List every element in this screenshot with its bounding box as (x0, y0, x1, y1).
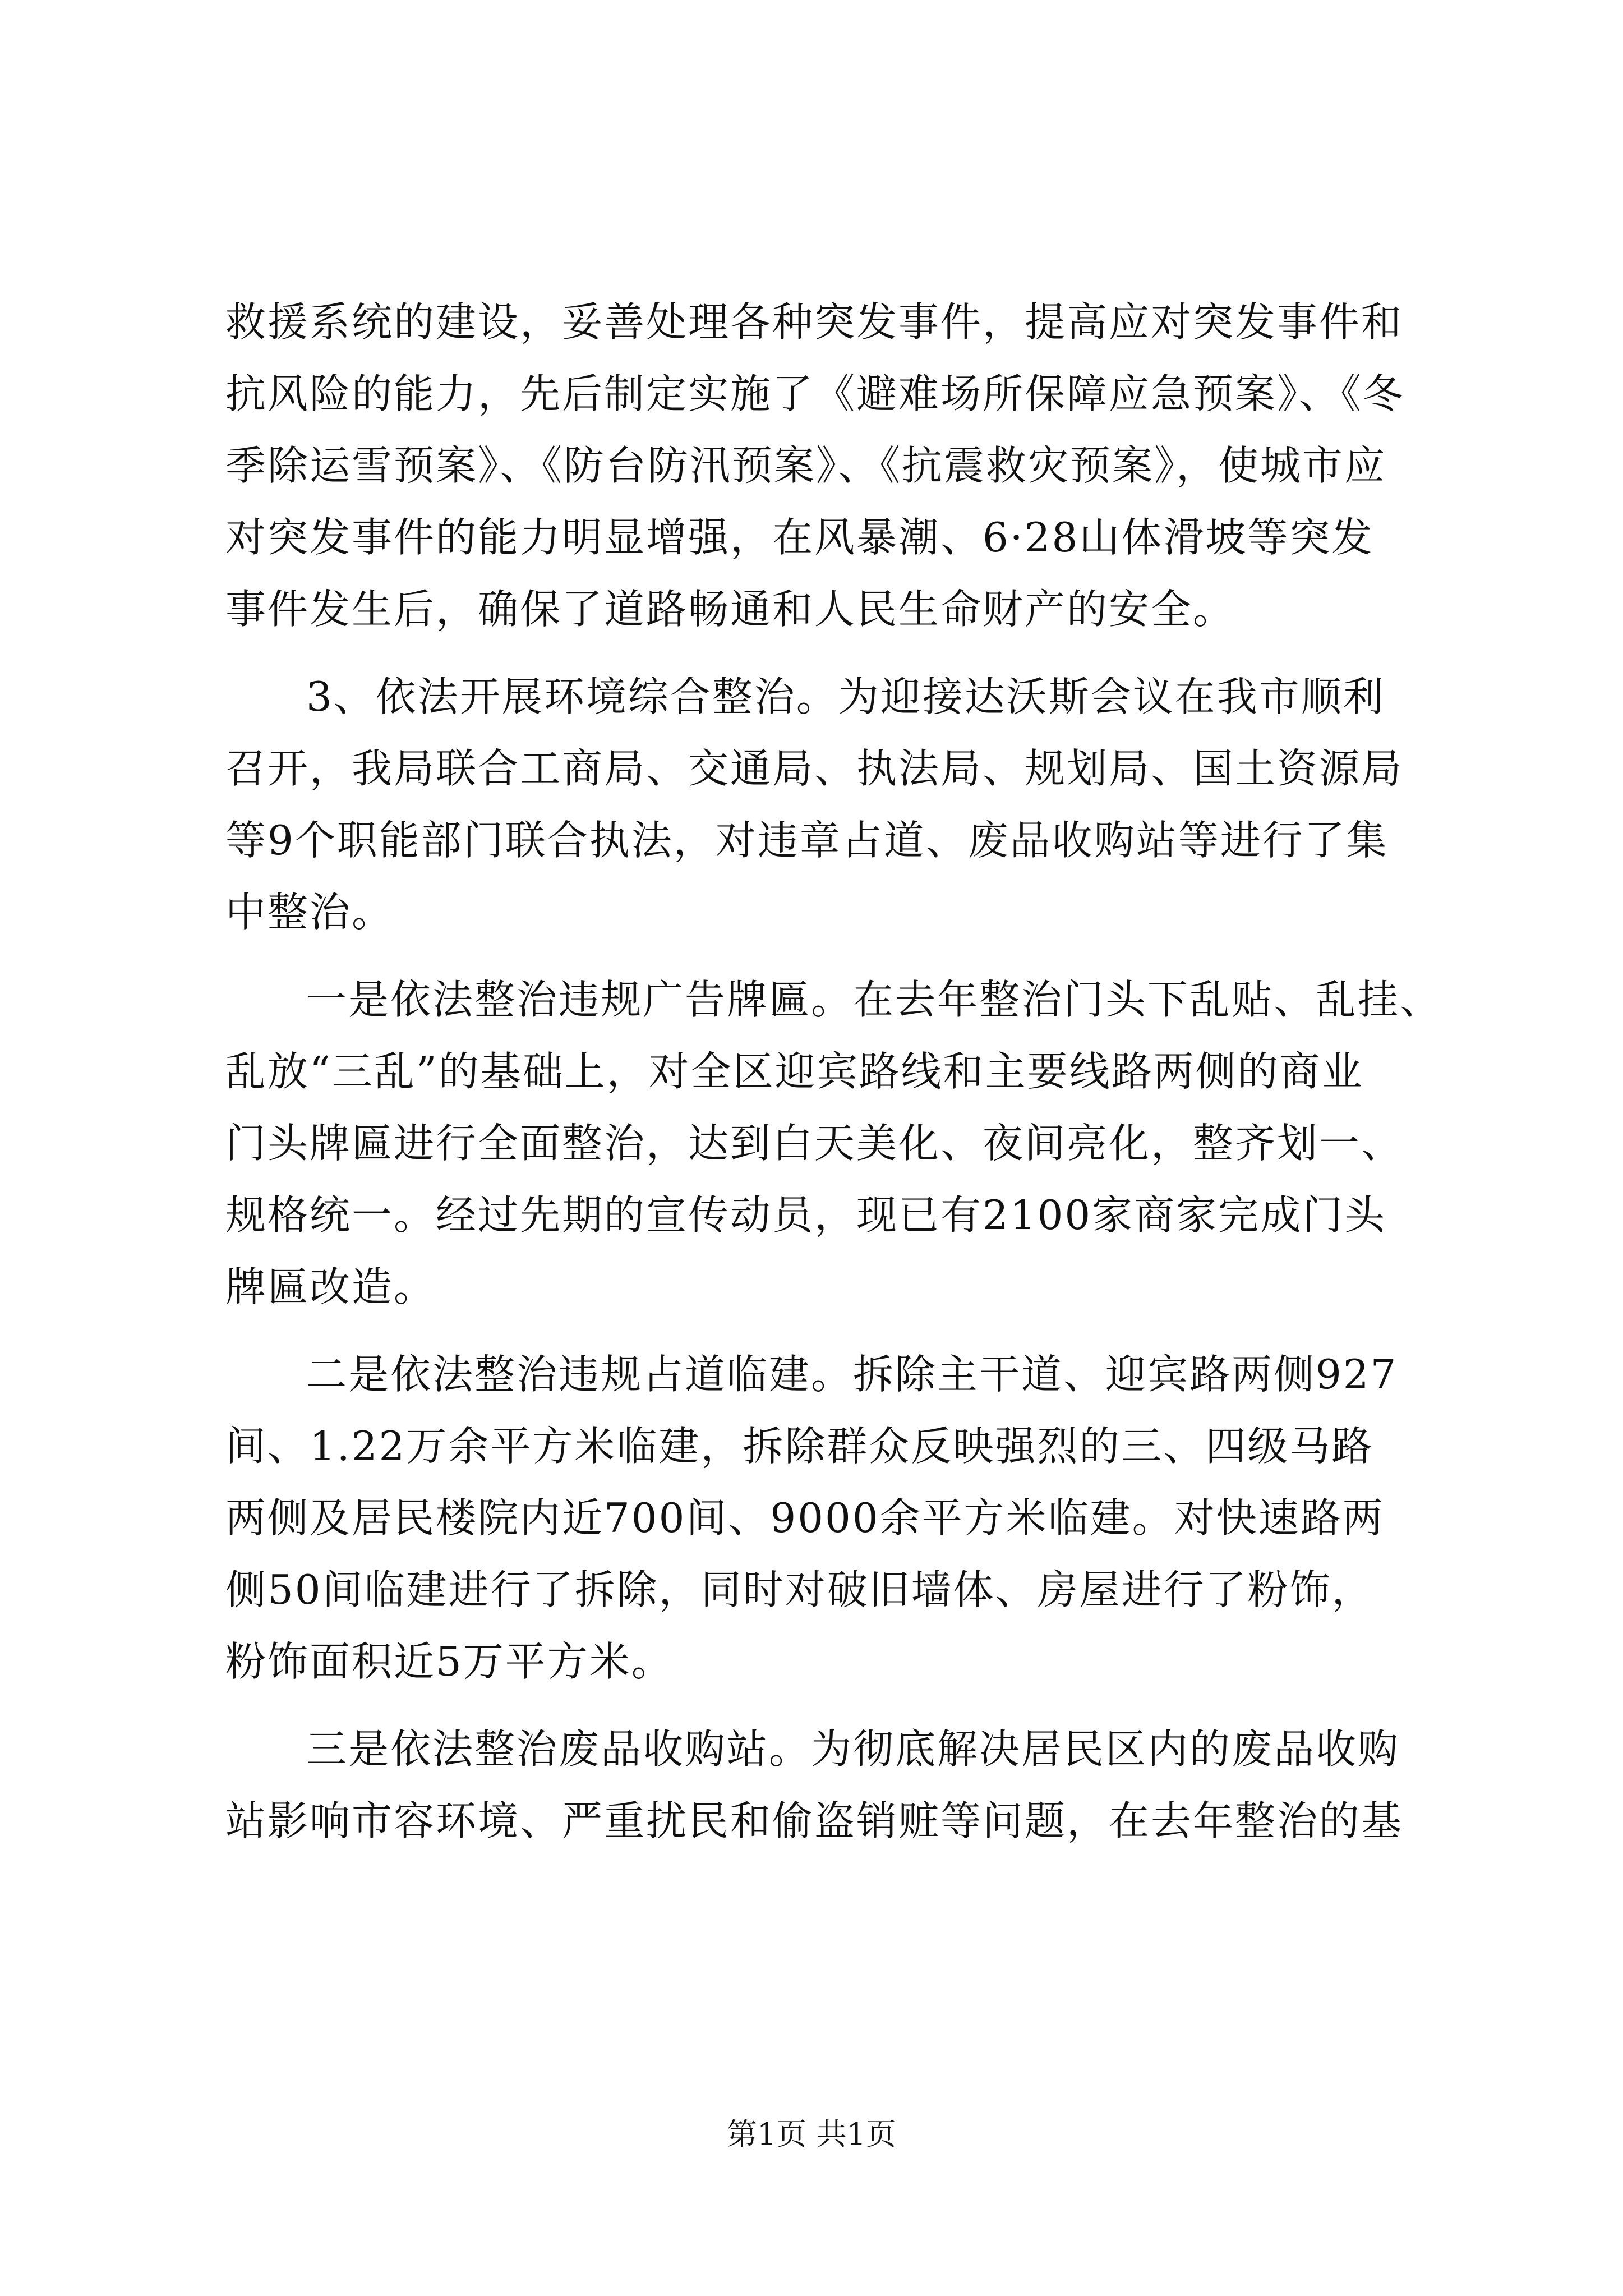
text-line: 侧50间临建进行了拆除，同时对破旧墙体、房屋进行了粉饰， (225, 1566, 1374, 1613)
page-footer: 第1页 共1页 (727, 2116, 896, 2152)
text-line: 对突发事件的能力明显增强，在风暴潮、6·28山体滑坡等突发 (225, 514, 1374, 561)
text-line: 三是依法整治废品收购站。为彻底解决居民区内的废品收购 (306, 1726, 1400, 1773)
text-line: 乱放“三乱”的基础上，对全区迎宾路线和主要线路两侧的商业 (225, 1048, 1364, 1095)
paragraph-5 (225, 1713, 1448, 1857)
text-line: 事件发生后，确保了道路畅通和人民生命财产的安全。 (225, 586, 1235, 633)
text-line: 门头牌匾进行全面整治，达到白天美化、夜间亮化，整齐划一、 (225, 1120, 1404, 1167)
document-body (225, 286, 1448, 1857)
paragraph-2 (225, 661, 1448, 948)
text-line: 3、依法开展环境综合整治。为迎接达沃斯会议在我市顺利 (306, 673, 1385, 720)
text-line: 规格统一。经过先期的宣传动员，现已有2100家商家完成门头 (225, 1191, 1387, 1239)
paragraph-1 (225, 286, 1448, 645)
text-line: 抗风险的能力，先后制定实施了《避难场所保障应急预案》、《冬 (225, 370, 1405, 417)
text-line: 间、1.22万余平方米临建，拆除群众反映强烈的三、四级马路 (225, 1423, 1374, 1470)
text-line: 等9个职能部门联合执法，对违章占道、废品收购站等进行了集 (225, 817, 1389, 864)
text-line: 两侧及居民楼院内近700间、9000余平方米临建。对快速路两 (225, 1494, 1385, 1542)
text-line: 季除运雪预案》、《防台防汛预案》、《抗震救灾预案》，使城市应 (225, 442, 1387, 489)
paragraph-3 (225, 964, 1448, 1323)
text-line: 二是依法整治违规占道临建。拆除主干道、迎宾路两侧927 (306, 1351, 1398, 1398)
text-line: 一是依法整治违规广告牌匾。在去年整治门头下乱贴、乱挂、 (306, 976, 1442, 1023)
text-line: 牌匾改造。 (225, 1263, 436, 1310)
text-line: 粉饰面积近5万平方米。 (225, 1638, 674, 1685)
text-line: 救援系统的建设，妥善处理各种突发事件，提高应对突发事件和 (225, 298, 1404, 346)
text-line: 中整治。 (225, 889, 394, 936)
text-line: 召开，我局联合工商局、交通局、执法局、规划局、国土资源局 (225, 745, 1404, 792)
paragraph-4 (225, 1338, 1448, 1697)
text-line: 站影响市容环境、严重扰民和偷盗销赃等问题，在去年整治的基 (225, 1797, 1404, 1844)
